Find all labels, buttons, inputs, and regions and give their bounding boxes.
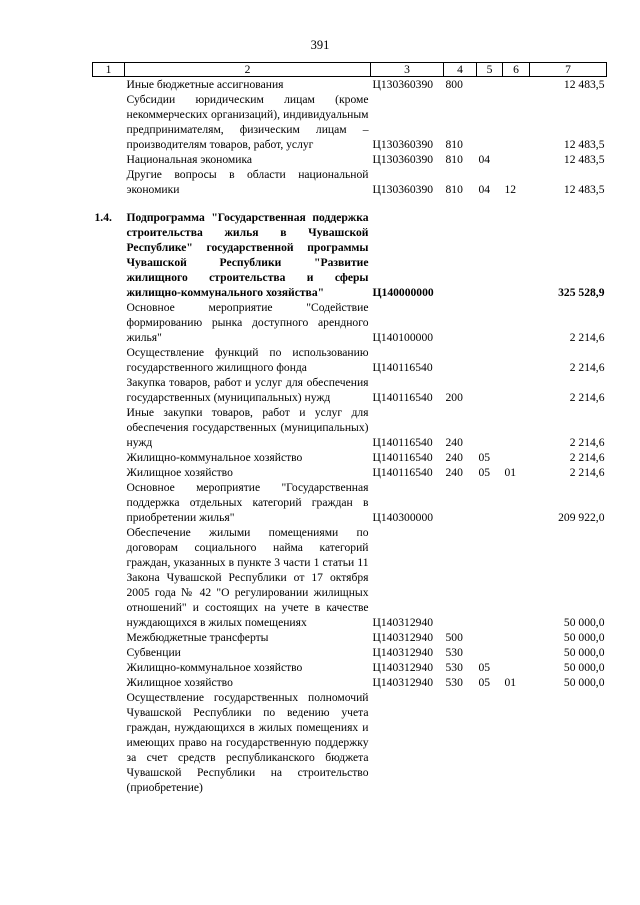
expense-type: 240 xyxy=(445,436,463,449)
target-code: Ц140116540 xyxy=(372,361,433,374)
amount: 2 214,6 xyxy=(569,466,605,479)
expense-type: 530 xyxy=(445,676,463,689)
table-row xyxy=(93,375,607,405)
spacer-cell xyxy=(93,197,607,210)
amount: 12 483,5 xyxy=(563,153,605,166)
section-number xyxy=(93,675,125,690)
item-name: Жилищное хозяйство xyxy=(126,466,233,479)
section-code xyxy=(477,210,503,300)
section-number xyxy=(93,152,125,167)
section-code xyxy=(477,645,503,660)
target-code: Ц140312940 xyxy=(372,646,434,659)
table-row xyxy=(93,405,607,450)
amount: 12 483,5 xyxy=(563,138,605,151)
expense-type xyxy=(444,690,477,795)
section-number xyxy=(93,525,125,630)
section-code xyxy=(477,345,503,375)
item-name: Жилищно-коммунальное хозяйство xyxy=(126,661,303,674)
subsection-code: 12 xyxy=(504,183,517,196)
amount: 209 922,0 xyxy=(558,511,605,524)
target-code: Ц140100000 xyxy=(372,331,434,344)
amount: 50 000,0 xyxy=(563,661,605,674)
section-code xyxy=(477,300,503,345)
section-number xyxy=(93,405,125,450)
expense-type xyxy=(444,480,477,525)
section-number xyxy=(93,465,125,480)
table-row xyxy=(93,675,607,690)
expense-type: 240 xyxy=(445,466,463,479)
table-row xyxy=(93,300,607,345)
subsection-code xyxy=(503,77,530,93)
table-row xyxy=(93,77,607,93)
subsection-code xyxy=(503,480,530,525)
item-name: Осуществление функций по использованию государственного жилищного фонда xyxy=(126,346,369,374)
table-row xyxy=(93,92,607,152)
subsection-code xyxy=(503,525,530,630)
target-code: Ц140300000 xyxy=(372,511,434,524)
expense-type: 810 xyxy=(445,153,463,166)
section-number xyxy=(93,77,125,93)
item-name: Осуществление государственных полномочий Чувашской Республики по ведению учета граждан, нуждающихся в жилых помещениях и имеющих право на государственную поддержку за счет средств республиканского бюджета Чувашской Республики на строительство (приобретение) xyxy=(126,691,369,794)
subsection-code xyxy=(503,300,530,345)
amount: 50 000,0 xyxy=(563,631,605,644)
section-code xyxy=(477,690,503,795)
amount: 2 214,6 xyxy=(569,451,605,464)
target-code: Ц140000000 xyxy=(372,286,434,299)
table-row xyxy=(93,152,607,167)
item-name: Жилищно-коммунальное хозяйство xyxy=(126,451,303,464)
table-row xyxy=(93,645,607,660)
table-header-row xyxy=(93,63,607,77)
section-number xyxy=(93,630,125,645)
item-name: Подпрограмма "Государственная поддержка строительства жилья в Чувашской Республике" государственной программы Чувашской Республики "Развитие жилищного строительства и сферы жилищно-коммунального хозяйства" xyxy=(126,211,369,299)
item-name: Иные бюджетные ассигнования xyxy=(126,78,284,91)
amount: 50 000,0 xyxy=(563,616,605,629)
table-body xyxy=(93,77,607,796)
table-row xyxy=(93,450,607,465)
section-code xyxy=(477,480,503,525)
amount xyxy=(530,690,607,795)
section-number xyxy=(93,92,125,152)
table-row xyxy=(93,345,607,375)
section-code: 05 xyxy=(478,661,491,674)
expense-type xyxy=(444,300,477,345)
subsection-code: 01 xyxy=(504,676,517,689)
subsection-code xyxy=(503,630,530,645)
budget-table xyxy=(92,62,607,795)
table-row xyxy=(93,480,607,525)
subsection-code xyxy=(503,660,530,675)
item-name: Основное мероприятие "Содействие формированию рынка доступного арендного жилья" xyxy=(126,301,369,344)
section-number: 1.4. xyxy=(94,211,112,224)
expense-type xyxy=(444,345,477,375)
subsection-code xyxy=(503,152,530,167)
target-code xyxy=(371,690,444,795)
subsection-code xyxy=(503,450,530,465)
section-number xyxy=(93,450,125,465)
amount: 325 528,9 xyxy=(558,286,605,299)
section-code xyxy=(477,77,503,93)
item-name: Межбюджетные трансферты xyxy=(126,631,269,644)
amount: 2 214,6 xyxy=(569,436,605,449)
section-number xyxy=(93,300,125,345)
item-name: Национальная экономика xyxy=(126,153,253,166)
expense-type: 810 xyxy=(445,138,463,151)
expense-type: 810 xyxy=(445,183,463,196)
item-name: Жилищное хозяйство xyxy=(126,676,233,689)
header-col-3: 3 xyxy=(371,63,444,77)
table-row xyxy=(93,465,607,480)
section-number xyxy=(93,690,125,795)
expense-type: 530 xyxy=(445,661,463,674)
expense-type xyxy=(444,210,477,300)
target-code: Ц140312940 xyxy=(372,616,434,629)
target-code: Ц140116540 xyxy=(372,391,433,404)
table-row xyxy=(93,167,607,197)
subsection-code xyxy=(503,405,530,450)
expense-type: 240 xyxy=(445,451,463,464)
target-code: Ц130360390 xyxy=(372,138,434,151)
subsection-code xyxy=(503,345,530,375)
section-number xyxy=(93,375,125,405)
amount: 12 483,5 xyxy=(563,78,605,91)
section-code: 05 xyxy=(478,451,491,464)
section-code xyxy=(477,630,503,645)
table-row xyxy=(93,210,607,300)
amount: 2 214,6 xyxy=(569,391,605,404)
item-name: Обеспечение жилыми помещениями по договорам социального найма категорий граждан, указанных в пункте 3 части 1 статьи 11 Закона Чувашской Республики от 17 октября 2005 года № 42 "О регулировании жилищных отношений" и состоящих на учете в качестве нуждающихся в жилых помещениях xyxy=(126,526,369,629)
section-code: 05 xyxy=(478,676,491,689)
amount: 2 214,6 xyxy=(569,361,605,374)
table-row xyxy=(93,660,607,675)
section-code xyxy=(477,405,503,450)
subsection-code xyxy=(503,210,530,300)
item-name: Основное мероприятие "Государственная поддержка отдельных категорий граждан в приобретении жилья" xyxy=(126,481,369,524)
header-col-4: 4 xyxy=(444,63,477,77)
section-number xyxy=(93,480,125,525)
subsection-code xyxy=(503,645,530,660)
target-code: Ц140116540 xyxy=(372,451,433,464)
item-name: Субсидии юридическим лицам (кроме некоммерческих организаций), индивидуальным предпринимателям, физическим лицам – производителям товаров, работ, услуг xyxy=(126,93,369,151)
expense-type: 530 xyxy=(445,646,463,659)
target-code: Ц130360390 xyxy=(372,153,434,166)
item-name: Другие вопросы в области национальной экономики xyxy=(126,168,369,196)
section-code: 05 xyxy=(478,466,491,479)
item-name: Иные закупки товаров, работ и услуг для обеспечения государственных (муниципальных) нужд xyxy=(126,406,369,449)
expense-type: 800 xyxy=(445,78,463,91)
amount: 50 000,0 xyxy=(563,646,605,659)
header-col-2: 2 xyxy=(125,63,371,77)
amount: 12 483,5 xyxy=(563,183,605,196)
subsection-code xyxy=(503,690,530,795)
table-row xyxy=(93,690,607,795)
amount: 2 214,6 xyxy=(569,331,605,344)
expense-type xyxy=(444,525,477,630)
target-code: Ц140116540 xyxy=(372,466,433,479)
target-code: Ц140312940 xyxy=(372,631,434,644)
target-code: Ц140116540 xyxy=(372,436,433,449)
section-number xyxy=(93,660,125,675)
subsection-code: 01 xyxy=(504,466,517,479)
section-number xyxy=(93,645,125,660)
target-code: Ц130360390 xyxy=(372,183,434,196)
section-code xyxy=(477,92,503,152)
target-code: Ц140312940 xyxy=(372,676,434,689)
expense-type: 500 xyxy=(445,631,463,644)
amount: 50 000,0 xyxy=(563,676,605,689)
item-name: Субвенции xyxy=(126,646,181,659)
table-row xyxy=(93,630,607,645)
section-code xyxy=(477,375,503,405)
page-number: 391 xyxy=(310,38,330,52)
target-code: Ц140312940 xyxy=(372,661,434,674)
subsection-code xyxy=(503,92,530,152)
spacer-row xyxy=(93,197,607,210)
section-code: 04 xyxy=(478,153,491,166)
section-code xyxy=(477,525,503,630)
target-code: Ц130360390 xyxy=(372,78,434,91)
section-code: 04 xyxy=(478,183,491,196)
expense-type: 200 xyxy=(445,391,463,404)
item-name: Закупка товаров, работ и услуг для обеспечения государственных (муниципальных) нужд xyxy=(126,376,369,404)
header-col-7: 7 xyxy=(530,63,607,77)
header-col-6: 6 xyxy=(503,63,530,77)
header-col-5: 5 xyxy=(477,63,503,77)
section-number xyxy=(93,167,125,197)
section-number xyxy=(93,345,125,375)
subsection-code xyxy=(503,375,530,405)
header-col-1: 1 xyxy=(93,63,125,77)
table-row xyxy=(93,525,607,630)
